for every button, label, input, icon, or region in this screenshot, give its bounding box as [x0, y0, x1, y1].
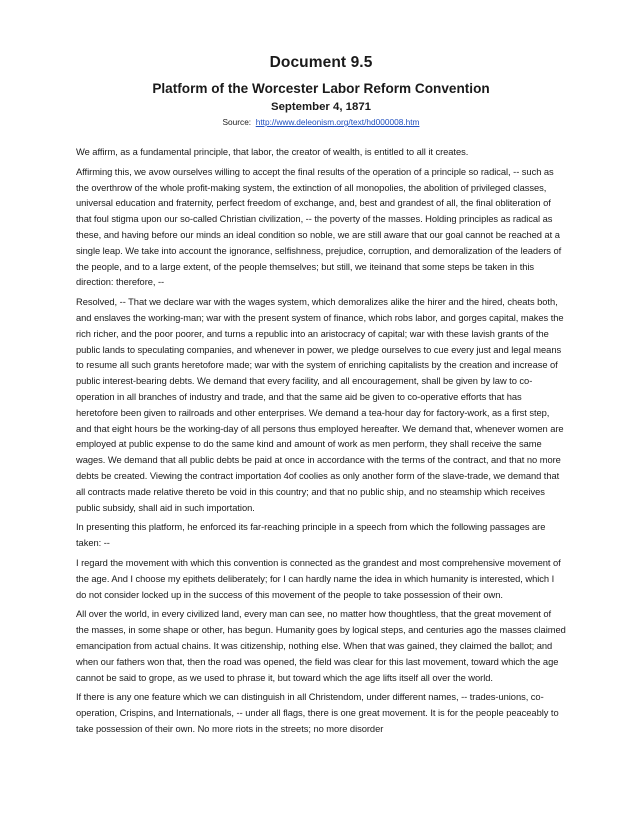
paragraph-world: All over the world, in every civilized land, every man can see, no matter how thoughtless, that the great movement of the masses, in some shape or other, has begun. Humanity goes by logical steps, and centuries ago the masses claimed emancipation from actual chains. It was citizenship, nothing else. When that was gained, they claimed the ballot; and when our fathers won that, then the road was opened, the field was clear for this last movement, toward which the age cannot be said to grope, as we used to phrase it, but toward which the age lifts itself all over the world.	[76, 609, 566, 683]
paragraph-speech-intro: In presenting this platform, he enforced its far-reaching principle in a speech from which the following passages are taken: --	[76, 522, 546, 549]
paragraph-christendom: If there is any one feature which we can distinguish in all Christendom, under different names, -- trades-unions, co-operation, Crispins, and Internationals, -- under all flags, there is one great movement. It is for the people peaceably to take possession of their own. No more riots in the streets; no more disorder	[76, 692, 559, 734]
paragraph-principles: Affirming this, we avow ourselves willing to accept the final results of the operation of a principle so radical, -- such as the overthrow of the whole profit-making system, the extinction of all monopolies, the abolition of privileged classes, universal education and fraternity, perfect freedom of exchange, and, best and grandest of all, the final obliteration of that foul stigma upon our so-called Christian civilization, -- the poverty of the masses. Holding principles as radical as these, and having before our minds an ideal condition so noble, we are still aware that our goal cannot be reached at a single leap. We take into account the ignorance, selfishness, prejudice, corruption, and demoralization of the leaders of the people, and to a large extent, of the people themselves; but still, we iteinand that some steps be taken in this direction: therefore, --	[76, 166, 562, 288]
document-date: September 4, 1871	[270, 101, 372, 113]
paragraph-affirmation: We affirm, as a fundamental principle, that labor, the creator of wealth, is entitled to all it creates.	[76, 147, 469, 157]
paragraph-resolved: Resolved, -- That we declare war with the wages system, which demoralizes alike the hirer and the hired, cheats both, and enslaves the working-man; war with the present system of finance, which robs labor, and gorges capital, makes the rich richer, and the poor poorer, and turns a republic into an aristocracy of capital; war with these lavish grants of the public lands to speculating companies, and whenever in power, we pledge ourselves to cue every just and legal means to resume all such grants heretofore made; war with the system of enriching capitalists by the creation and increase of public interest-bearing debts. We demand that every facility, and all encouragement, shall be given by law to co-operation in all branches of industry and trade, and that the same aid be given to co-operative efforts that has heretofore been given to railroads and other enterprises. We demand a tea-hour day for factory-work, as a first step, and that eight hours be the working-day of all persons thus employed hereafter. We demand that, whenever women are employed at public expense to do the same kind and amount of work as men perform, they shall receive the same wages. We demand that all public debts be paid at once in accordance with the terms of the contract, and that no more debts be created. Viewing the contract importation 4of coolies as only another form of the slave-trade, we demand that all contracts made relative thereto be void in this country; and that no public ship, and no steamship which receives public subsidy, shall aid in such importation.	[76, 297, 564, 513]
paragraph-movement: I regard the movement with which this convention is connected as the grandest and most comprehensive movement of the age. And I choose my epithets deliberately; for I can hardly name the idea in which humanity is interested, which I do not consider locked up in the success of this movement of the people to take possession of their own.	[76, 557, 561, 600]
document-page	[76, 54, 566, 742]
document-title: Document 9.5	[269, 54, 373, 71]
source-link[interactable]: http://www.deleonism.org/text/hd000008.htm	[255, 117, 420, 127]
document-source	[76, 117, 566, 127]
source-label: Source:	[222, 117, 252, 127]
document-subtitle: Platform of the Worcester Labor Reform Convention	[152, 81, 490, 96]
